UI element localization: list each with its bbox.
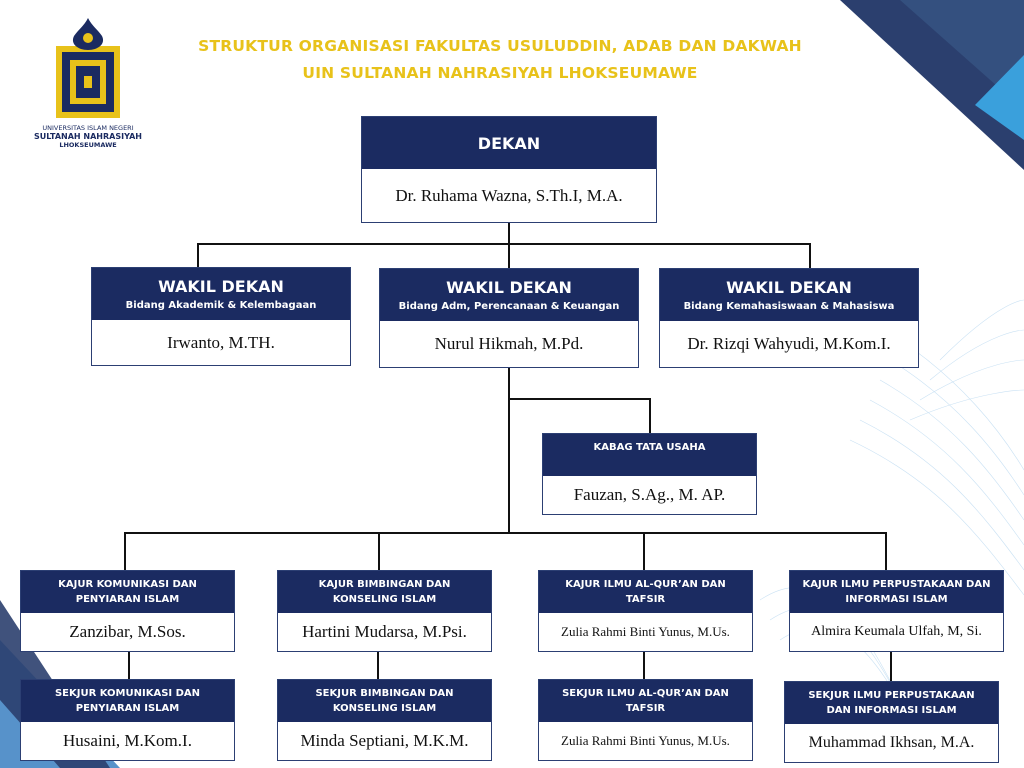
wakil-dekan-3-name: Dr. Rizqi Wahyudi, M.Kom.I.: [687, 334, 891, 353]
connector-line: [124, 532, 126, 570]
kajur-2-name: Hartini Mudarsa, M.Psi.: [302, 622, 467, 641]
wakil-dekan-3-header: [660, 269, 918, 321]
connector-line: [377, 651, 379, 680]
kajur-2-box: [277, 570, 492, 652]
connector-line: [197, 243, 810, 245]
wakil-dekan-1-box: [91, 267, 351, 366]
dekan-title: DEKAN: [362, 117, 656, 169]
sekjur-4-name: Muhammad Ikhsan, M.A.: [808, 734, 975, 751]
connector-line: [809, 243, 811, 268]
connector-line: [885, 532, 887, 570]
connector-line: [643, 532, 645, 570]
connector-line: [508, 222, 510, 244]
connector-line: [643, 651, 645, 680]
wakil-dekan-3-box: [659, 268, 919, 368]
kajur-4-title: KAJUR ILMU PERPUSTAKAAN DAN INFORMASI ISLAM: [790, 571, 1003, 613]
chart-title-line-1: STRUKTUR ORGANISASI FAKULTAS USULUDDIN, ADAB DAN DAKWAH: [198, 37, 802, 55]
connector-line: [649, 398, 651, 433]
sekjur-4-box: [784, 681, 999, 763]
kajur-3-title: KAJUR ILMU AL-QUR’AN DAN TAFSIR: [539, 571, 752, 613]
wakil-dekan-3-subtitle: Bidang Kemahasiswaan & Mahasiswa: [683, 301, 895, 312]
dekan-box: [361, 116, 657, 223]
sekjur-3-name: Zulia Rahmi Binti Yunus, M.Us.: [561, 733, 730, 748]
logo-line-3: LHOKSEUMAWE: [59, 141, 117, 149]
sekjur-3-title: SEKJUR ILMU AL-QUR’AN DAN TAFSIR: [539, 680, 752, 722]
logo-caption: [20, 124, 156, 149]
sekjur-1-name: Husaini, M.Kom.I.: [63, 731, 192, 750]
connector-line: [124, 532, 886, 534]
kajur-3-name: Zulia Rahmi Binti Yunus, M.Us.: [561, 624, 730, 639]
connector-line: [197, 243, 199, 267]
connector-line: [508, 368, 510, 533]
logo-line-1: UNIVERSITAS ISLAM NEGERI: [42, 124, 134, 132]
kajur-3-box: [538, 570, 753, 652]
kajur-4-name: Almira Keumala Ulfah, M, Si.: [811, 624, 982, 639]
sekjur-3-box: [538, 679, 753, 761]
connector-line: [508, 398, 650, 400]
sekjur-2-name: Minda Septiani, M.K.M.: [300, 731, 469, 750]
kajur-2-title: KAJUR BIMBINGAN DAN KONSELING ISLAM: [278, 571, 491, 613]
logo-line-2: SULTANAH NAHRASIYAH: [33, 132, 142, 141]
sekjur-2-title: SEKJUR BIMBINGAN DAN KONSELING ISLAM: [278, 680, 491, 722]
wakil-dekan-2-box: [379, 268, 639, 368]
wakil-dekan-2-header: [380, 269, 638, 321]
kajur-1-name: Zanzibar, M.Sos.: [69, 622, 186, 641]
wakil-dekan-1-title: WAKIL DEKAN: [158, 277, 284, 296]
wakil-dekan-1-name: Irwanto, M.TH.: [167, 332, 275, 352]
sekjur-1-box: [20, 679, 235, 761]
sekjur-2-box: [277, 679, 492, 761]
sekjur-4-title: SEKJUR ILMU PERPUSTAKAAN DAN INFORMASI ISLAM: [785, 682, 998, 724]
wakil-dekan-3-title: WAKIL DEKAN: [726, 278, 852, 297]
connector-line: [890, 651, 892, 682]
wakil-dekan-1-header: [92, 268, 350, 320]
kabag-title: KABAG TATA USAHA: [543, 434, 756, 476]
kabag-box: [542, 433, 757, 515]
wakil-dekan-2-title: WAKIL DEKAN: [446, 278, 572, 297]
chart-title-line-2: UIN SULTANAH NAHRASIYAH LHOKSEUMAWE: [302, 64, 698, 82]
wakil-dekan-1-subtitle: Bidang Akademik & Kelembagaan: [125, 300, 317, 311]
sekjur-1-title: SEKJUR KOMUNIKASI DAN PENYIARAN ISLAM: [21, 680, 234, 722]
connector-line: [128, 651, 130, 680]
connector-line: [508, 243, 510, 269]
kajur-4-box: [789, 570, 1004, 652]
kajur-1-box: [20, 570, 235, 652]
wakil-dekan-2-name: Nurul Hikmah, M.Pd.: [434, 334, 584, 353]
dekan-name: Dr. Ruhama Wazna, S.Th.I, M.A.: [395, 185, 623, 205]
kajur-1-title: KAJUR KOMUNIKASI DAN PENYIARAN ISLAM: [21, 571, 234, 613]
connector-line: [378, 532, 380, 570]
wakil-dekan-2-subtitle: Bidang Adm, Perencanaan & Keuangan: [398, 301, 620, 312]
kabag-name: Fauzan, S.Ag., M. AP.: [573, 485, 726, 504]
